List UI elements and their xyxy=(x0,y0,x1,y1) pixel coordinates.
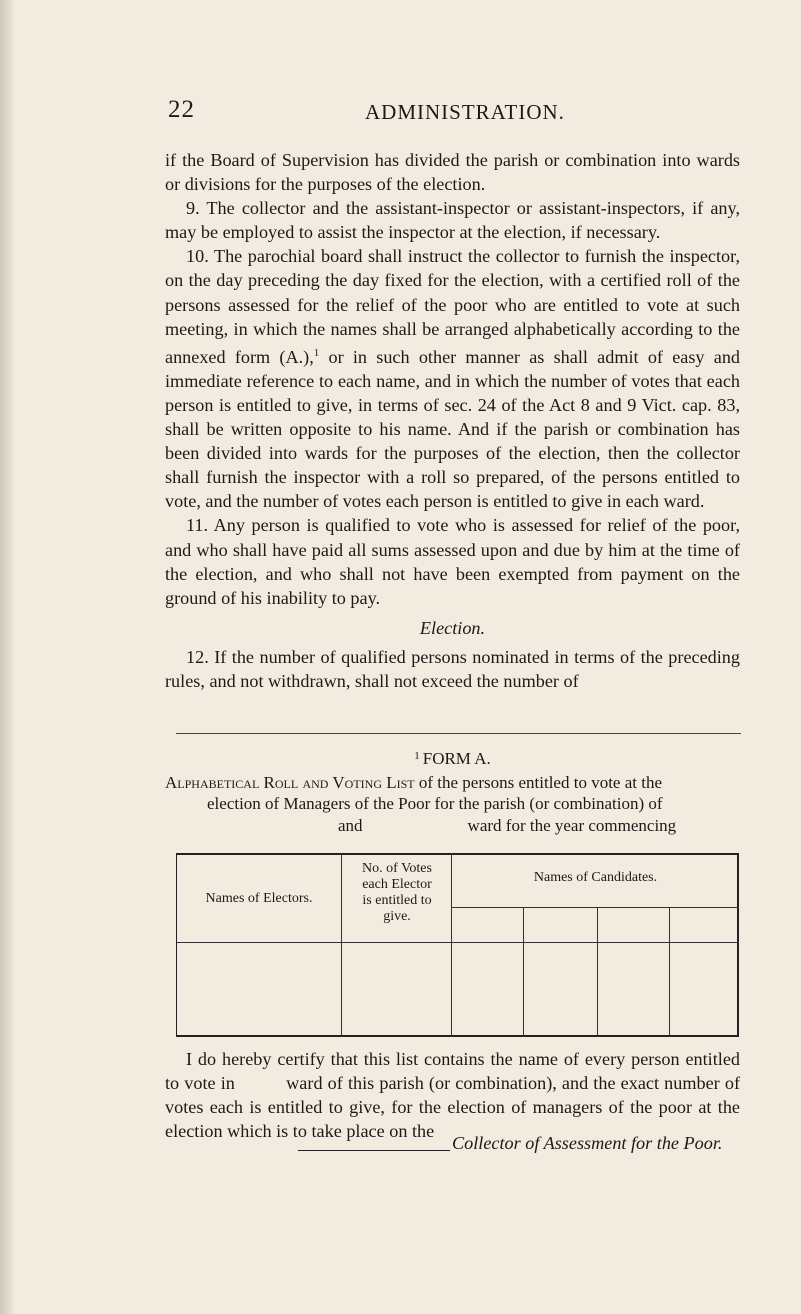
signature-label: Collector of Assessment for the Poor. xyxy=(452,1133,723,1153)
table-col-divider-4 xyxy=(597,907,598,1037)
table-candidates-subdivider xyxy=(452,907,739,908)
running-title: ADMINISTRATION. xyxy=(365,100,565,124)
table-col-divider-5 xyxy=(669,907,670,1037)
footnote-title: FORM A. xyxy=(422,749,491,768)
column-header-votes: No. of Votes each Elector is entitled to give. xyxy=(362,861,432,924)
paragraph-11: 11. Any person is qualified to vote who is assessed for relief of the poor, and who shall have paid all sums assessed upon and due by him at the time of the election, and who shall not have been exempted from payment on the ground of his inability to pay. xyxy=(165,515,740,608)
footnote-marker: 1 xyxy=(414,750,420,762)
footnote-line-3-a: and xyxy=(338,815,363,835)
column-header-candidates: Names of Candidates. xyxy=(533,870,658,885)
column-header-electors: Names of Electors. xyxy=(205,891,313,906)
table-col-divider-1 xyxy=(341,855,342,1037)
page-binding-edge xyxy=(0,0,14,1314)
footnote-line-3 xyxy=(165,815,740,837)
paragraph-10 xyxy=(165,244,740,513)
section-heading: Election. xyxy=(419,617,486,638)
paragraph-continued: if the Board of Supervision has divided the parish or combination into wards or divisions for the purposes of the election. xyxy=(165,150,740,195)
paragraph-10-part-2: or in such other manner as shall admit of easy and immediate reference to each name, and in which the number of votes that each person is entitled to give, in terms of sec. 24 of the Act 8 and 9 Vict. cap. 83, shall be written opposite to his name. And if the parish or combination has been divided into wards for the purposes of the election, then the collector shall furnish the inspector with a roll so prepared, of the persons entitled to vote, and the number of votes each person is entitled to give in each ward. xyxy=(165,346,741,512)
footnote-rule xyxy=(176,733,741,734)
form-a-table xyxy=(176,853,739,1037)
table-header-divider-left xyxy=(177,942,452,943)
footnote-reference: 1 xyxy=(313,346,320,359)
paragraph-9: 9. The collector and the assistant-inspector or assistant-inspectors, if any, may be employed to assist the inspector at the election, if necessary. xyxy=(165,198,740,243)
footnote-line-3-b: ward for the year commencing xyxy=(467,815,677,835)
body-text xyxy=(165,148,740,693)
signature-blank xyxy=(298,1150,450,1151)
footnote-line-2: election of Managers of the Poor for the parish (or combination) of xyxy=(207,794,663,813)
footnote-title-line xyxy=(165,746,740,770)
certification-text xyxy=(165,1047,745,1143)
signature-line xyxy=(298,1133,741,1154)
footnote-line-1-rest: of the persons entitled to vote at the xyxy=(414,772,663,792)
table-col-divider-3 xyxy=(523,907,524,1037)
footnote-line-1 xyxy=(165,772,740,794)
page-number: 22 xyxy=(168,96,195,123)
footnote-smallcaps-heading: Alphabetical Roll and Voting List xyxy=(165,772,415,792)
certification-paragraph: I do hereby certify that this list contains the name of every person entitled to vote in ward of this parish (or combination), and the exact number of votes each is entitled to give, for the election of managers of the poor at the election which is to take place on the xyxy=(165,1049,745,1142)
paragraph-10-part-1: 10. The parochial board shall instruct the collector to furnish the inspector, on the day preceding the day fixed for the election, with a certified roll of the persons assessed for the relief of the poor who are entitled to vote at such meeting, in which the names shall be arranged alphabetically according to the annexed form (A.), xyxy=(165,246,740,367)
footnote xyxy=(165,746,740,836)
table-header-divider-right xyxy=(452,942,739,943)
paragraph-12: 12. If the number of qualified persons nominated in terms of the preceding rules, and not withdrawn, shall not exceed the number of xyxy=(165,646,740,692)
page-header xyxy=(0,96,801,136)
